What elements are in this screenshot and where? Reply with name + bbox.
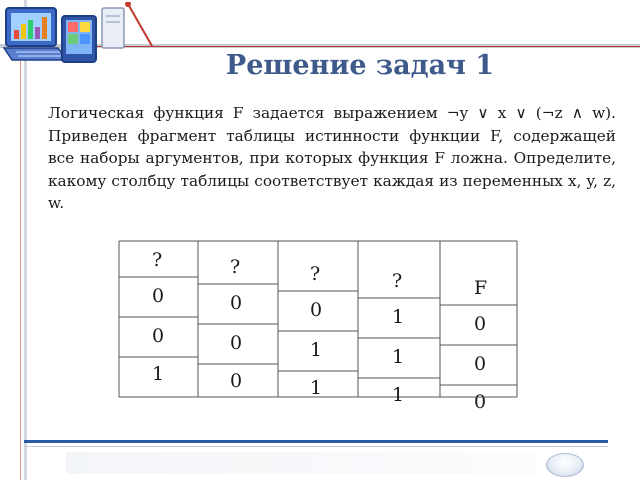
table-cell: 1 bbox=[392, 306, 405, 328]
table-cell: 0 bbox=[474, 391, 487, 413]
table-header-cell: ? bbox=[152, 249, 163, 271]
table-cell: 0 bbox=[474, 353, 487, 375]
page-title: Решение задач 1 bbox=[225, 50, 495, 81]
table-header-cell: F bbox=[474, 277, 488, 299]
corner-button-icon bbox=[546, 453, 584, 477]
bottom-decor-strip bbox=[66, 452, 536, 474]
table-cell: 0 bbox=[230, 370, 243, 392]
table-cell: 0 bbox=[152, 325, 165, 347]
table-cell: 0 bbox=[230, 332, 243, 354]
table-header-cell: ? bbox=[310, 263, 321, 285]
table-cell: 1 bbox=[310, 377, 323, 399]
table-cell: 0 bbox=[310, 299, 323, 321]
table-cell: 0 bbox=[152, 285, 165, 307]
table-header-cell: ? bbox=[230, 256, 241, 278]
table-cell: 0 bbox=[474, 313, 487, 335]
left-frame-red-line bbox=[20, 40, 21, 480]
bottom-frame-line bbox=[24, 446, 608, 447]
computer-logo-icon bbox=[2, 2, 157, 74]
table-header-cell: ? bbox=[392, 270, 403, 292]
table-cell: 1 bbox=[392, 346, 405, 368]
problem-statement: Логическая функция F задается выражением ¬y ∨ x ∨ (¬z ∧ w). Приведен фрагмент таблицы истинности функции F, содержащей все наборы аргументов, при которых функция F ложна. Определите, какому столбцу таблицы соответствует каждая из переменных x, y, z, w. bbox=[48, 104, 616, 213]
table-cell: 1 bbox=[392, 384, 405, 406]
table-cell: 0 bbox=[230, 292, 243, 314]
table-cell: 1 bbox=[310, 339, 323, 361]
top-frame-red-line bbox=[90, 46, 640, 47]
bottom-frame-bar bbox=[24, 440, 608, 443]
table-cell: 1 bbox=[152, 363, 165, 385]
